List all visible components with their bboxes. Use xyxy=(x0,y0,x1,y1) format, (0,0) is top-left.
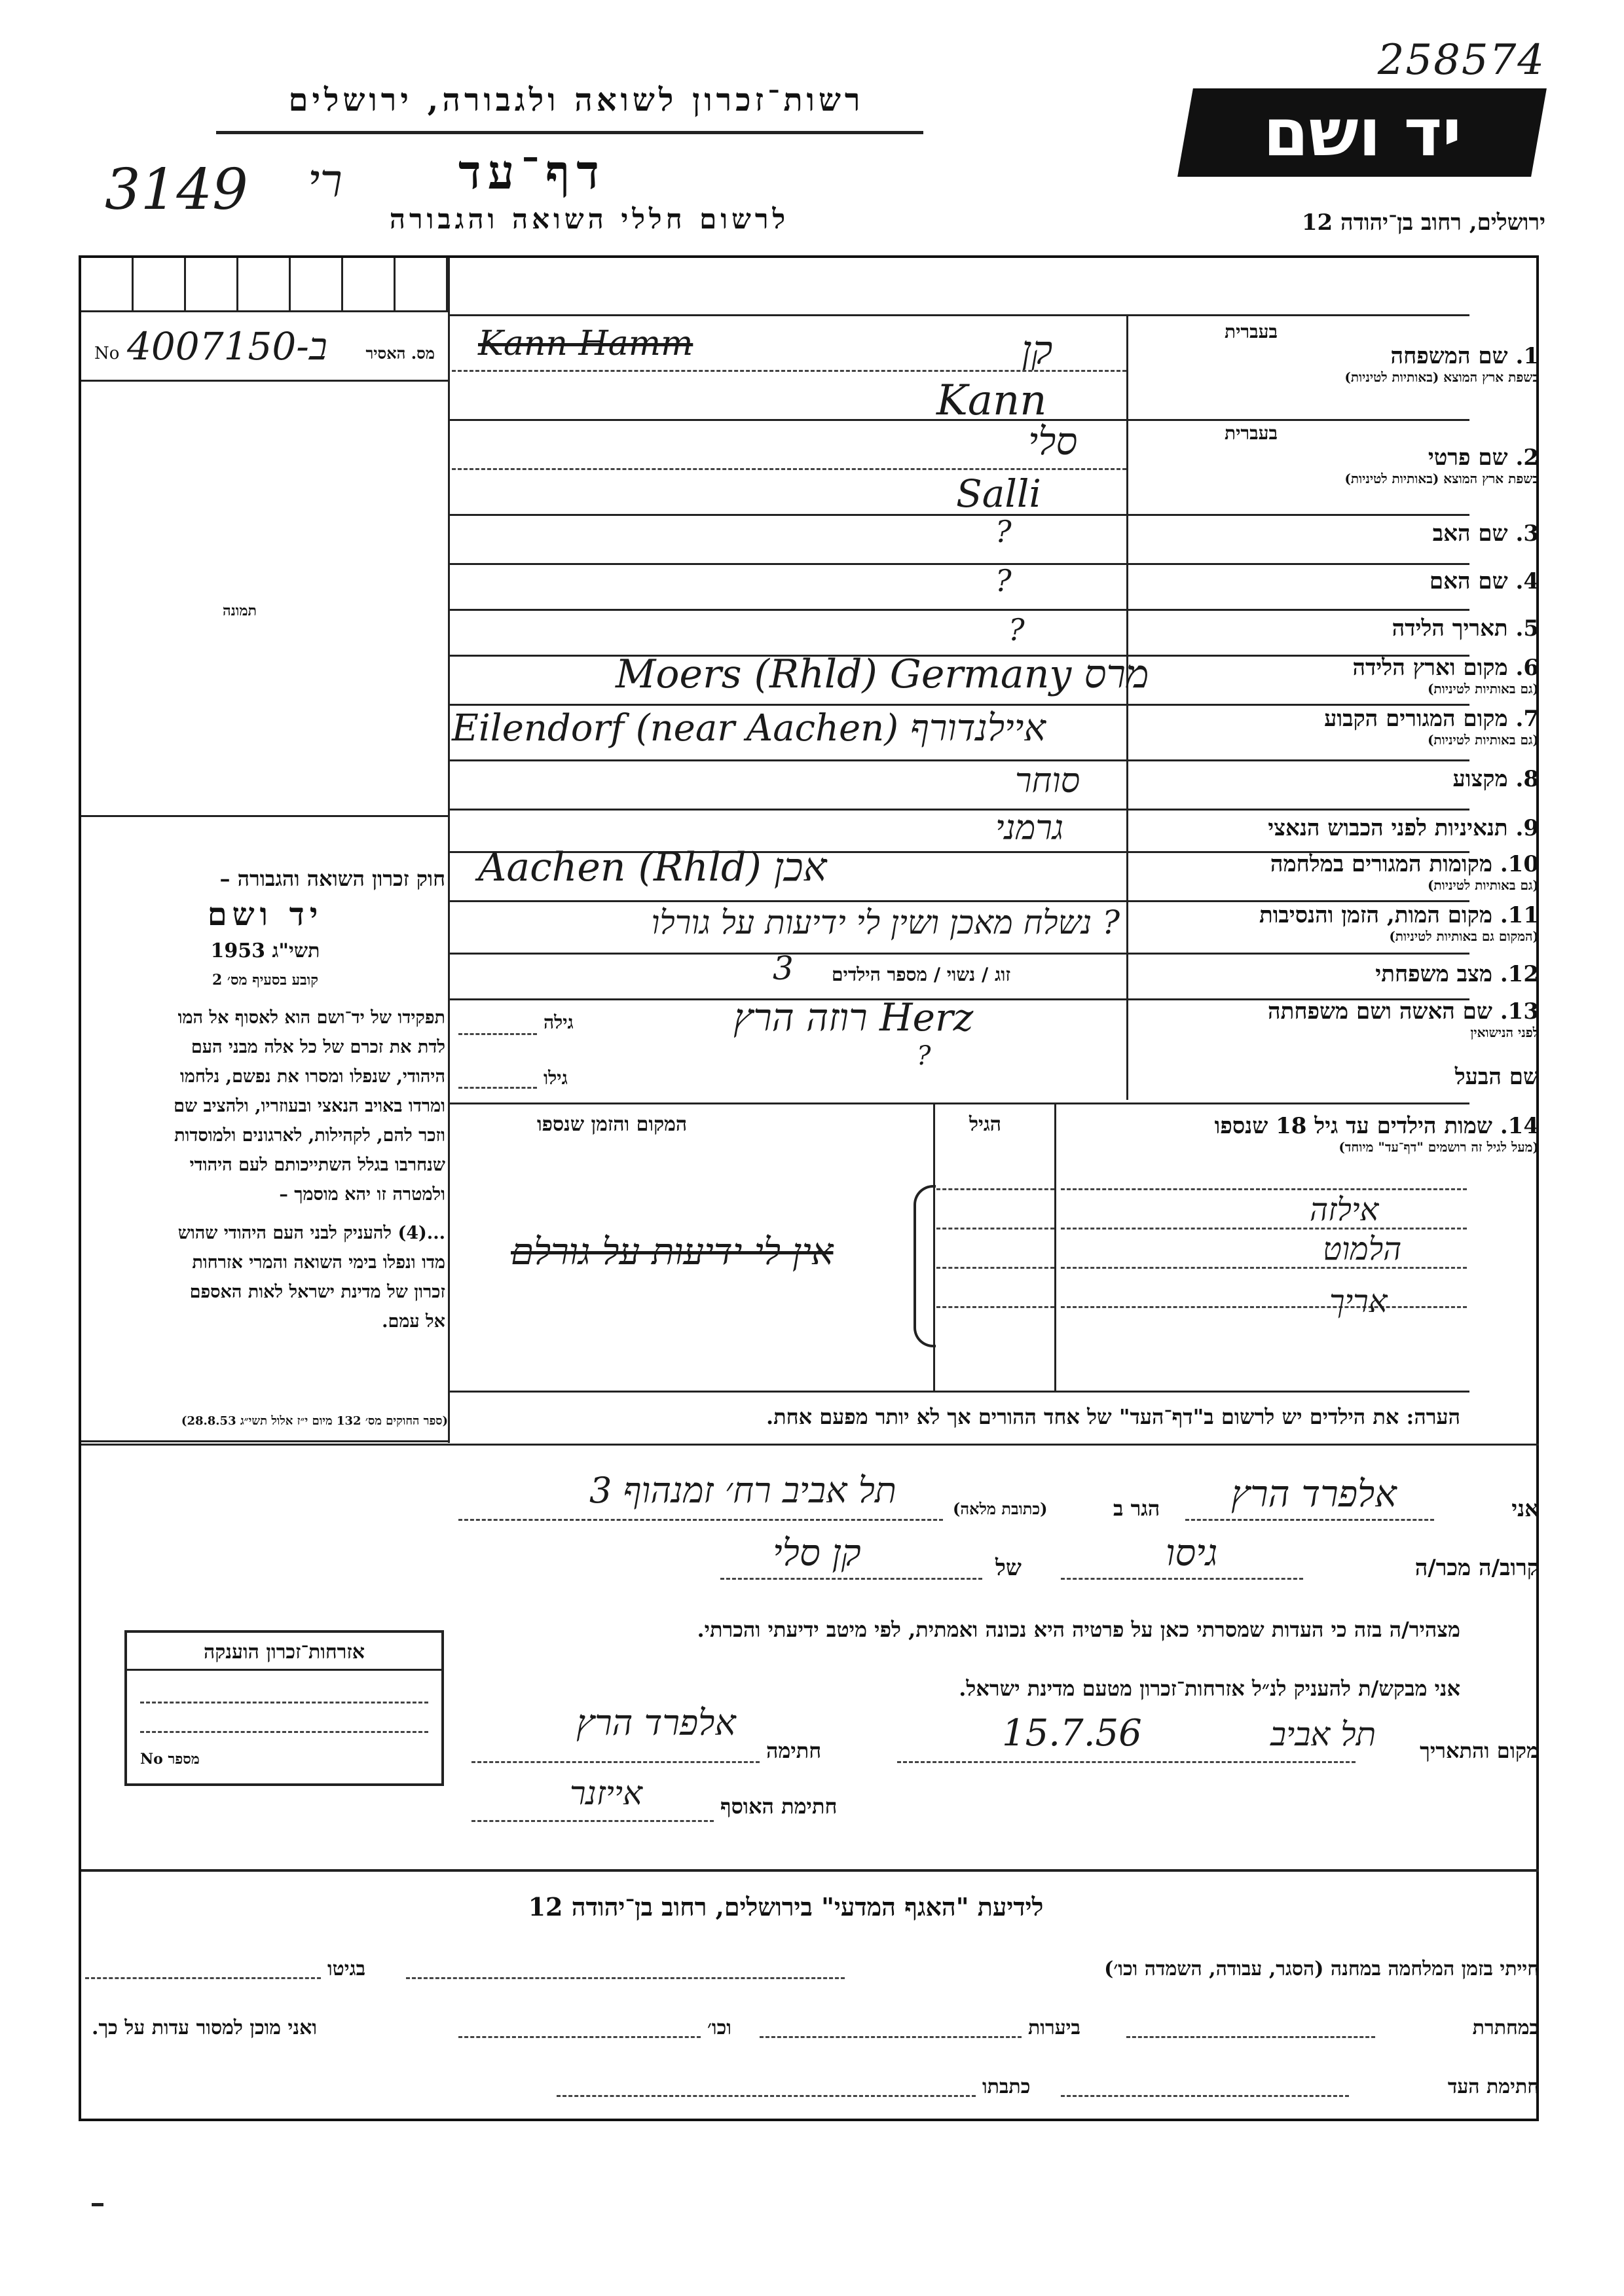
footer-title: לידיעת "האגף המדעי" בירושלים, רחוב בן־יהודה 12 xyxy=(528,1892,1044,1922)
address: ירושלים, רחוב בן־יהודה 12 xyxy=(1301,210,1545,236)
signature-value: אלפרד הרץ xyxy=(576,1702,736,1743)
law-year: תשי"ג 1953 xyxy=(210,939,320,962)
ani-label: אני xyxy=(1511,1496,1539,1522)
logo-text: יד ושם xyxy=(1263,94,1462,171)
field-1-name: שם המשפחה xyxy=(1390,343,1508,369)
place-value: תל אביב xyxy=(1270,1715,1376,1753)
law-text-line: זכרון של מדינת ישראל לאות האספם xyxy=(189,1282,445,1302)
child-name-2: הלמוט xyxy=(1323,1231,1402,1267)
address-label: (כתובת מלאה) xyxy=(953,1499,1048,1518)
field-4-value: ? xyxy=(995,563,1012,598)
date-value: 15.7.56 xyxy=(1002,1712,1142,1755)
statement-1: מצהיר/ה בזה כי העדות שמסרתי כאן על פרטיה היא נכונה ואמתית, לפי מיטב ידיעתי והכרתי. xyxy=(697,1617,1460,1642)
yad-vashem-logo xyxy=(1177,88,1547,177)
place-date-label: מקום והתאריך xyxy=(1420,1738,1539,1763)
child-name-3: אריך xyxy=(1329,1283,1388,1320)
field-1-lang: בעברית xyxy=(1225,321,1278,342)
field-1-latin: Kann xyxy=(936,376,1047,425)
handwritten-ref: 3149 xyxy=(105,157,248,223)
footer-line2-b: ביערות xyxy=(1028,2016,1081,2039)
reg-suffix: No xyxy=(94,344,120,363)
field-5-value: ? xyxy=(1008,612,1025,647)
reg-value: 4007150-ב xyxy=(127,324,327,369)
handwritten-mark: רי xyxy=(308,154,342,208)
field-3-label: 3. שם האב xyxy=(1432,520,1539,547)
collector-label: חתימת האוסף xyxy=(720,1794,838,1819)
footer-line2-c: וכו׳ xyxy=(707,2016,731,2039)
signature-label: חתימה xyxy=(766,1738,822,1763)
children-place-note: אין לי ידיעות על גורלם xyxy=(511,1231,834,1273)
law-text-line: וזכר להם, לקהילות, לארגונים ולמוסדות xyxy=(174,1125,445,1146)
address-value: תל אביב רח׳ זמנהוף 3 xyxy=(589,1470,896,1511)
authority-line: רשות־זכרון לשואה ולגבורה, ירושלים xyxy=(288,82,864,118)
field-2-hebrew: סלי xyxy=(1028,419,1078,464)
husband-value: ? xyxy=(917,1041,931,1071)
law-text-line: היהודי, שנפלו ומסרו את נפשם, נלחמו xyxy=(179,1066,445,1087)
citizenship-box-title: אזרחות־זכרון הוענקה xyxy=(127,1633,441,1671)
field-2-latin: Salli xyxy=(956,471,1041,516)
field-10-label: 10. מקומות המגורים במלחמה (גם באותיות לטיניות) xyxy=(1270,851,1539,893)
field-12-label: 12. מצב משפחתי xyxy=(1375,961,1539,987)
field-11-label: 11. מקום המות, הזמן והנסיבות (המקום גם באותיות לטיניות) xyxy=(1259,902,1539,944)
field-13-age-label: גילה xyxy=(544,1011,574,1033)
of-label: של xyxy=(995,1555,1022,1581)
law-org: יד ושם xyxy=(207,896,323,933)
law-text-line: שנחרבו בגלל השתייכותם לעם היהודי xyxy=(189,1155,445,1175)
law-text-line: תפקידו של יד־ושם הוא לאסוף אל המו xyxy=(177,1008,445,1028)
field-12-value: 3 xyxy=(773,949,794,987)
law-block xyxy=(85,864,445,1336)
ani-value: אלפרד הרץ xyxy=(1231,1473,1397,1516)
law-text-line: מדו ונפלו בימי השואה והמרי אזרחות xyxy=(192,1252,445,1273)
field-2-label xyxy=(1211,422,1539,487)
footer-line1: חייתי בזמן המלחמה במחנה (הסגר, עבודה, השמדה וכו׳) xyxy=(1104,1958,1539,1980)
field-2-sub: בשפת ארץ המוצא (באותיות לטיניות) xyxy=(1344,471,1539,486)
field-1-label xyxy=(1211,321,1539,386)
husband-age-label: גילו xyxy=(544,1067,568,1089)
field-8-label: 8. מקצוע xyxy=(1452,766,1539,792)
field-7-label: 7. מקום המגורים הקבוע (גם באותיות לטיניות) xyxy=(1324,706,1539,748)
law-text-line: ...(4) להעניק לבני העם היהודי שהוש xyxy=(177,1223,445,1243)
form-subtitle: לרשום חללי השואה והגבורה xyxy=(389,203,790,235)
citizenship-box-num: מספר No xyxy=(140,1751,200,1768)
field-1-hebrew: קן xyxy=(1022,327,1053,373)
footer-line2-a: במחתרת xyxy=(1472,2016,1539,2039)
children-note: הערה: את הילדים יש לרשום ב"דף־העד" של אחד ההורים אך לא יותר מפעם אחת. xyxy=(766,1404,1460,1429)
field-6-label: 6. מקום וארץ הלידה (גם באותיות לטיניות) xyxy=(1352,655,1539,697)
gar-label: הגר ב xyxy=(1113,1496,1160,1521)
field-1-sub: בשפת ארץ המוצא (באותיות לטיניות) xyxy=(1344,369,1539,385)
field-6-value: Moers (Rhld) Germany מרס xyxy=(616,651,1149,697)
field-2-lang: בעברית xyxy=(1225,422,1278,444)
children-col-place: המקום והזמן שנספו xyxy=(537,1113,688,1136)
law-source: (ספר החוקים מס׳ 132 מיום י״ז אלול תשי״ג 28.8.53) xyxy=(181,1414,448,1428)
child-name-1: אילזה xyxy=(1310,1192,1379,1228)
archive-number: 258574 xyxy=(1377,36,1545,84)
field-1-num: 1. xyxy=(1515,343,1539,369)
top-boxes-row xyxy=(81,258,448,310)
children-label: 14. שמות הילדים עד גיל 18 שנספו (מעל לגיל זה רושמים "דף־עד" מיוחד) xyxy=(1214,1113,1539,1155)
law-title: חוק זכרון השואה והגבורה – xyxy=(219,866,445,891)
form-title: דף־עד xyxy=(458,144,606,200)
field-13-value: רוזה הרץ Herz xyxy=(733,995,974,1040)
law-text-line: ולמטרה זו יהא מוסמך – xyxy=(279,1184,445,1205)
law-text-line: לדת את זכרם של כל אלה מבני העם xyxy=(191,1037,445,1057)
brace-mark xyxy=(913,1185,936,1347)
field-5-label: 5. תאריך הלידה xyxy=(1392,615,1539,642)
reg-number-row xyxy=(81,321,448,382)
field-12-value-label: זוג / נשוי / מספר הילדים xyxy=(832,964,1011,985)
reg-label: מס. האסיר xyxy=(365,344,435,363)
children-col-age: הגיל xyxy=(969,1113,1002,1136)
statement-2: אני מבקש/ת להעניק לנ״ל אזרחות־זכרון מטעם מדינת ישראל. xyxy=(959,1676,1460,1701)
field-8-value: סוחר xyxy=(1015,761,1080,801)
law-text-line: ומרדו באויב הנאצי ובעוזריו, ולהציב שם xyxy=(174,1096,445,1116)
field-4-label: 4. שם האם xyxy=(1429,568,1539,594)
field-11-value: ? נשלח מאכן ושין לי ידיעות על גורלו xyxy=(651,903,1120,941)
field-3-value: ? xyxy=(995,514,1012,549)
footer-line2-end: ואני מוכן למסור עדות על כך. xyxy=(92,2016,318,2039)
of-value: קן סלי xyxy=(773,1532,861,1575)
field-9-value: גרמני xyxy=(995,809,1064,848)
photo-label: תמונה xyxy=(223,602,257,619)
husband-label: שם הבעל xyxy=(1454,1064,1539,1090)
footer-line1-end: בגיטו xyxy=(327,1958,366,1980)
field-10-value: Aachen (Rhld) אכן xyxy=(478,845,827,890)
field-1-crossed: Kann Hamm xyxy=(478,324,693,363)
law-clause: קובע בסעיף מס׳ 2 xyxy=(212,972,319,989)
law-text-line: אל עמם. xyxy=(382,1311,445,1332)
relation-label: קרוב/ה מכר/ה xyxy=(1414,1555,1539,1581)
field-2-num: 2. xyxy=(1515,445,1539,471)
field-13-label: 13. שם האשה ושם משפחתה לפני הנישואין xyxy=(1268,998,1539,1040)
footer-line3-b: כתבתו xyxy=(982,2075,1031,2098)
field-2-name: שם פרטי xyxy=(1428,445,1508,471)
footer-line3-a: חתימת העד xyxy=(1447,2075,1539,2098)
relation-value: גיסו xyxy=(1166,1532,1218,1575)
field-9-label: 9. תנאיניות לפני הכבוש הנאצי xyxy=(1268,815,1539,841)
citizenship-box xyxy=(124,1630,444,1786)
collector-value: אייזנר xyxy=(570,1774,642,1812)
field-7-value: Eilendorf (near Aachen) איילנדורף xyxy=(452,707,1046,750)
